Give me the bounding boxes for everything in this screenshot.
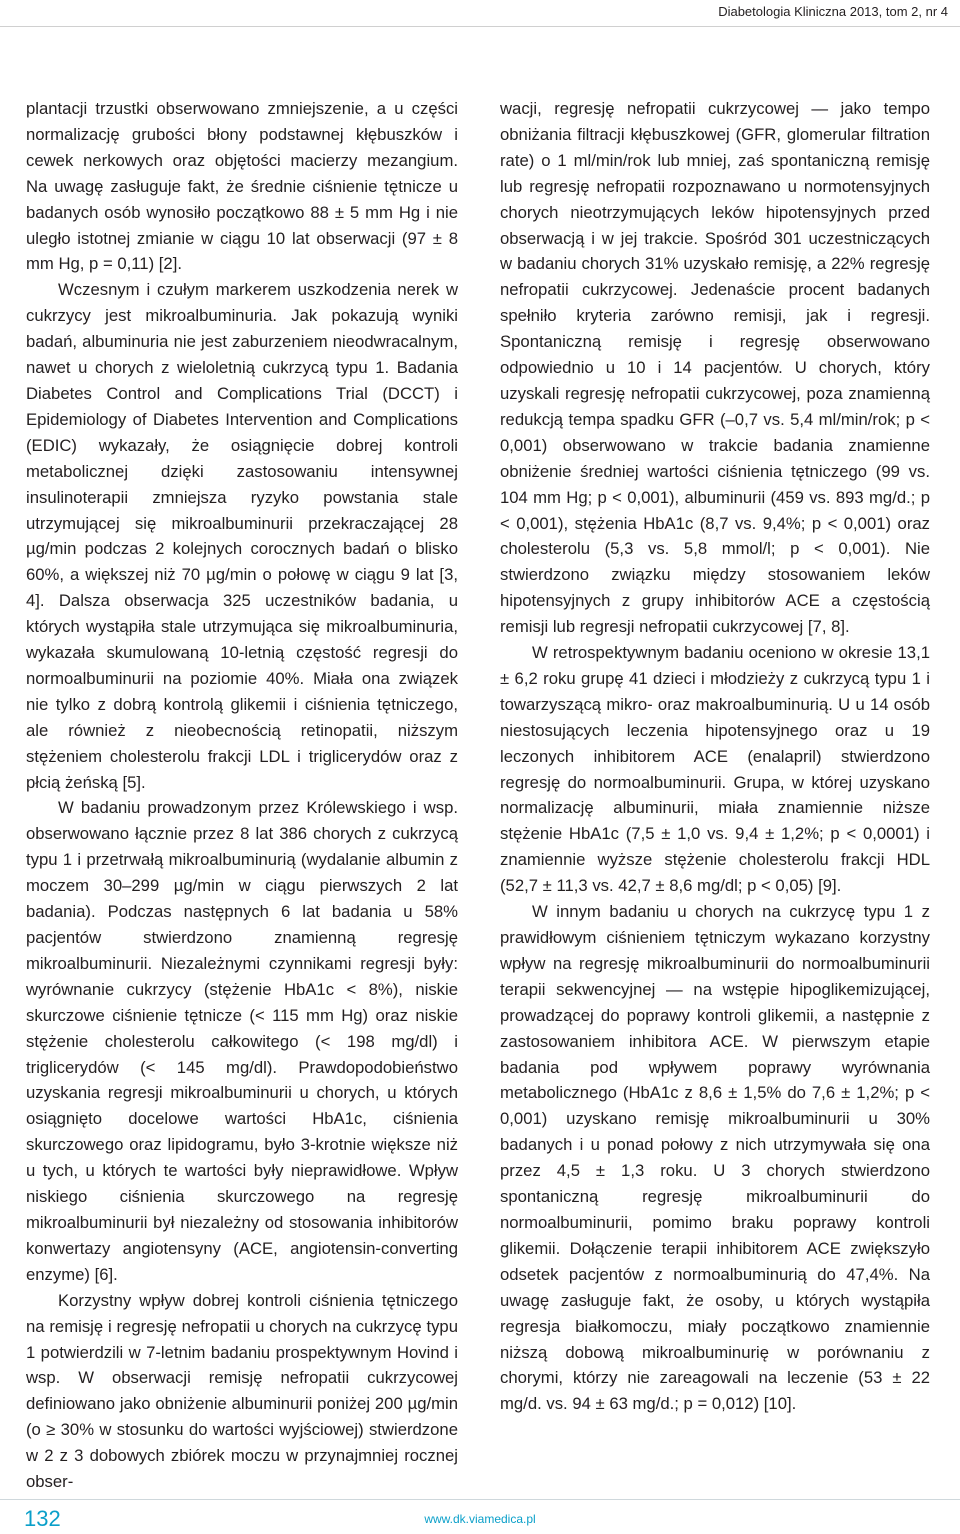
paragraph: plantacji trzustki obserwowano zmniejszenie, a u części normalizację grubości błony podstawnej kłębuszków i cewek nerkowych oraz objętości macierzy mezangium. Na uwagę zasługuje fakt, że średnie ciśnienie tętnicze u badanych osób wynosiło początkowo 88 ± 5 mm Hg i nie uległo istotnej zmianie w ciągu 10 lat obserwacji (97 ± 8 mm Hg, p = 0,11) [2]. <box>26 99 458 274</box>
page-number: 132 <box>24 1506 61 1531</box>
journal-website-link[interactable]: www.dk.viamedica.pl <box>424 1512 536 1526</box>
paragraph: W badaniu prowadzonym przez Królewskiego i wsp. obserwowano łącznie przez 8 lat 386 chorych z cukrzycą typu 1 i przetrwałą mikroalbuminurią (wydalanie albumin z moczem 30–299 µg/min w ciągu pierwszych 2 lat badania). Podczas następnych 6 lat badania u 58% pacjentów stwierdzono znamienną regresję mikroalbuminurii. Niezależnymi czynnikami regresji były: wyrównanie cukrzycy (stężenie HbA1c < 8%), niskie skurczowe ciśnienie tętnicze (< 115 mm Hg) oraz niskie stężenie cholesterolu całkowitego (< 198 mg/dl) i triglicerydów (< 145 mg/dl). Prawdopodobieństwo uzyskania regresji mikroalbuminurii u chorych, u których osiągnięto docelowe wartości HbA1c, ciśnienia skurczowego oraz lipidogramu, było 3-krotnie większe niż u tych, u których te wartości były nieprawidłowe. Wpływ niskiego ciśnienia skurczowego na regresję mikroalbuminurii był niezależny od stosowania inhibitorów konwertazy angiotensyny (ACE, angiotensin-converting enzyme) [6]. <box>26 798 458 1284</box>
paragraph: W innym badaniu u chorych na cukrzycę typu 1 z prawidłowym ciśnieniem tętniczym wykazano korzystny wpływ na regresję mikroalbuminurii do normoalbuminurii terapii sekwencyjnej — na wstępie hipoglikemizującej, prowadzącej do poprawy kontroli glikemii, a następnie z zastosowaniem inhibitora ACE. W pierwszym etapie badania pod wpływem poprawy wyrównania metabolicznego (HbA1c z 8,6 ± 1,5% do 7,6 ± 1,2%; p < 0,001) uzyskano remisję mikroalbuminurii u 30% badanych i u ponad połowy z nich utrzymywała się ona przez 4,5 ± 1,3 roku. U 3 chorych stwierdzono spontaniczną regresję mikroalbuminurii do normoalbuminurii, pomimo braku poprawy kontroli glikemii. Dołączenie terapii inhibitorem ACE zwiększyło odsetek pacjentów z normoalbuminurią do 47,4%. Na uwagę zasługuje fakt, że osoby, u których wystąpiła regresja białkomoczu, miały początkowo znamiennie niższą dobową mikroalbuminurię w porównaniu z chorymi, którzy nie zareagowali na leczenie (53 ± 22 mg/d. vs. 94 ± 63 mg/d.; p = 0,012) [10]. <box>500 902 930 1414</box>
right-column <box>500 96 930 1417</box>
left-column <box>26 96 458 1495</box>
journal-citation: Diabetologia Kliniczna 2013, tom 2, nr 4 <box>718 4 948 19</box>
footer-divider <box>0 1499 960 1500</box>
paragraph: Wczesnym i czułym markerem uszkodzenia nerek w cukrzycy jest mikroalbuminuria. Jak pokazują wyniki badań, albuminuria nie jest zaburzeniem nieodwracalnym, nawet u chorych z wieloletnią cukrzycą typu 1. Badania Diabetes Control and Complications Trial (DCCT) i Epidemiology of Diabetes Intervention and Complications (EDIC) wykazały, że osiągnięcie dobrej kontroli metabolicznej dzięki zastosowaniu intensywnej insulinoterapii zmniejsza ryzyko powstania stale utrzymującej się mikroalbuminurii przekraczającej 28 µg/min podczas 2 kolejnych corocznych badań o blisko 60%, a większej niż 70 µg/min o połowę w ciągu 9 lat [3, 4]. Dalsza obserwacja 325 uczestników badania, u których wystąpiła stale utrzymująca się mikroalbuminuria, wykazała skumulowaną 10-letnią częstość regresji do normoalbuminurii na poziomie 40%. Miała ona związek nie tylko z dobrą kontrolą glikemii i ciśnienia tętniczego, ale również z nieobecnością retinopatii, niższym stężeniem cholesterolu frakcji LDL i triglicerydów oraz z płcią żeńską [5]. <box>26 280 458 792</box>
paragraph: Korzystny wpływ dobrej kontroli ciśnienia tętniczego na remisję i regresję nefropatii u chorych na cukrzycę typu 1 potwierdzili w 7-letnim badaniu prospektywnym Hovind i wsp. W obserwacji remisję nefropatii cukrzycowej definiowano jako obniżenie albuminurii poniżej 200 µg/min (o ≥ 30% w stosunku do wartości wyjściowej) stwierdzone w 2 z 3 dobowych zbiórek moczu w przynajmniej rocznej obser- <box>26 1290 458 1492</box>
running-header <box>600 0 960 24</box>
paragraph: wacji, regresję nefropatii cukrzycowej — jako tempo obniżania filtracji kłębuszkowej (GFR, glomerular filtration rate) o 1 ml/min/rok lub mniej, zaś spontaniczną remisję lub regresję nefropatii rozpoznawano u normotensyjnych chorych nieotrzymujących leków hipotensyjnych przed obserwacją i w jej trakcie. Spośród 301 uczestniczących w badaniu chorych 31% uzyskało remisję, a 22% regresję nefropatii cukrzycowej. Jedenaście procent badanych spełniło kryteria zarówno remisji, jak i regresji. Spontaniczną remisję i regresję obserwowano odpowiednio u 10 i 14 pacjentów. U chorych, który uzyskali regresję nefropatii cukrzycowej, poza znamienną redukcją tempa spadku GFR (–0,7 vs. 5,4 ml/min/rok; p < 0,001) obserwowano w trakcie badania znamienne obniżenie średniej wartości ciśnienia tętniczego (99 vs. 104 mm Hg; p < 0,001), albuminurii (459 vs. 893 mg/d.; p < 0,001), stężenia HbA1c (8,7 vs. 9,4%; p < 0,001) oraz cholesterolu (5,3 vs. 5,8 mmol/l; p < 0,001). Nie stwierdzono związku między stosowaniem leków hipotensyjnych z grupy inhibitorów ACE a częstością remisji lub regresji nefropatii cukrzycowej [7, 8]. <box>500 99 930 637</box>
header-divider <box>0 26 960 27</box>
paragraph: W retrospektywnym badaniu oceniono w okresie 13,1 ± 6,2 roku grupę 41 dzieci i młodzieży z cukrzycą typu 1 i towarzyszącą mikro- oraz makroalbuminurią. U u 14 osób niestosujących leczenia hipotensyjnego oraz u 19 leczonych inhibitorem ACE (enalapril) stwierdzono regresję do normoalbuminurii. Grupa, w której uzyskano normalizację albuminurii, miała znamiennie niższe stężenie HbA1c (7,5 ± 1,0 vs. 9,4 ± 1,2%; p < 0,0001) i znamiennie wyższe stężenie cholesterolu frakcji HDL (52,7 ± 11,3 vs. 42,7 ± 8,6 mg/dl; p < 0,05) [9]. <box>500 643 930 896</box>
